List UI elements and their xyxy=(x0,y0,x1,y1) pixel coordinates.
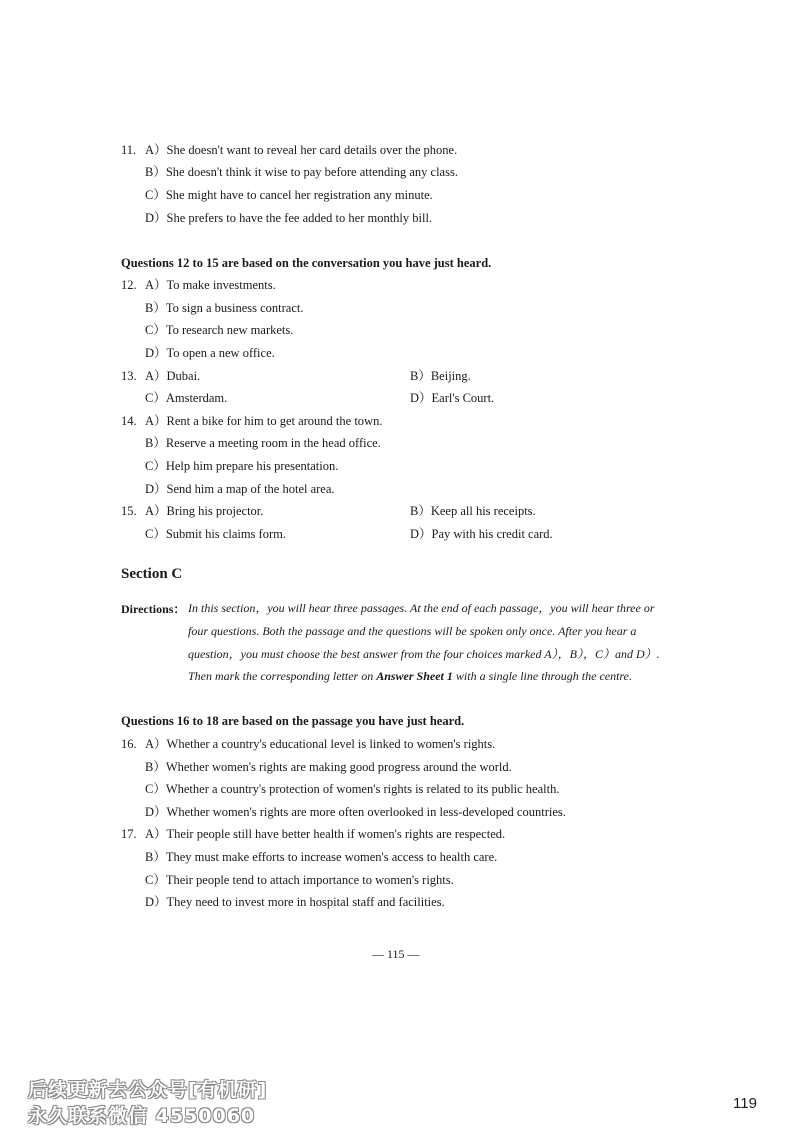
question-11-option-d: D）She prefers to have the fee added to her monthly bill. xyxy=(145,211,433,225)
watermark-line-1: 后续更新去公众号[有机研] xyxy=(28,1079,268,1101)
directions-label: Directions： xyxy=(121,602,186,616)
directions-line-4 xyxy=(188,668,632,684)
question-13-option-b: B）Beijing. xyxy=(410,369,471,383)
question-11-option-c: C）She might have to cancel her registration any minute. xyxy=(145,188,433,202)
question-14-option-b: B）Reserve a meeting room in the head office. xyxy=(145,436,381,450)
question-14-option-d: D）Send him a map of the hotel area. xyxy=(145,482,335,496)
question-13-number: 13. xyxy=(121,369,137,383)
section-c-title: Section C xyxy=(121,566,183,582)
directions-line-1: In this section，you will hear three passages. At the end of each passage，you will hear three or xyxy=(188,601,655,615)
question-15-number: 15. xyxy=(121,504,137,518)
question-17-option-a: A）Their people still have better health if women's rights are respected. xyxy=(145,827,506,841)
question-14-number: 14. xyxy=(121,414,137,428)
question-12-option-b: B）To sign a business contract. xyxy=(145,301,304,315)
questions-12-15-heading: Questions 12 to 15 are based on the conversation you have just heard. xyxy=(121,256,492,270)
question-15-option-a: A）Bring his projector. xyxy=(145,504,264,518)
question-12-number: 12. xyxy=(121,278,137,292)
question-16-option-d: D）Whether women's rights are more often overlooked in less-developed countries. xyxy=(145,805,566,819)
question-15-option-b: B）Keep all his receipts. xyxy=(410,504,536,518)
question-11-option-a: A）She doesn't want to reveal her card details over the phone. xyxy=(145,143,458,157)
directions-line-4-pre: Then mark the corresponding letter on xyxy=(188,669,377,683)
question-16-option-a: A）Whether a country's educational level is linked to women's rights. xyxy=(145,737,496,751)
question-11-number: 11. xyxy=(121,143,137,157)
question-15-option-d: D）Pay with his credit card. xyxy=(410,527,553,541)
directions-line-3: question，you must choose the best answer from the four choices marked A），B），C）and D）. xyxy=(188,647,660,661)
questions-16-18-heading: Questions 16 to 18 are based on the passage you have just heard. xyxy=(121,714,465,728)
question-12-option-d: D）To open a new office. xyxy=(145,346,275,360)
question-16-option-b: B）Whether women's rights are making good progress around the world. xyxy=(145,760,512,774)
question-13-option-c: C）Amsterdam. xyxy=(145,391,228,405)
question-14-option-c: C）Help him prepare his presentation. xyxy=(145,459,339,473)
question-13-option-d: D）Earl's Court. xyxy=(410,391,495,405)
watermark-line-2: 永久联系微信 4550060 xyxy=(28,1105,256,1127)
question-17-option-b: B）They must make efforts to increase women's access to health care. xyxy=(145,850,498,864)
question-16-number: 16. xyxy=(121,737,137,751)
question-12-option-a: A）To make investments. xyxy=(145,278,276,292)
question-17-number: 17. xyxy=(121,827,137,841)
page-number: — 115 — xyxy=(372,947,420,961)
answer-sheet-reference: Answer Sheet 1 xyxy=(376,669,453,683)
question-13-option-a: A）Dubai. xyxy=(145,369,201,383)
question-11-option-b: B）She doesn't think it wise to pay before attending any class. xyxy=(145,165,458,179)
question-17-option-d: D）They need to invest more in hospital staff and facilities. xyxy=(145,895,445,909)
question-12-option-c: C）To research new markets. xyxy=(145,323,294,337)
question-17-option-c: C）Their people tend to attach importance to women's rights. xyxy=(145,873,454,887)
question-14-option-a: A）Rent a bike for him to get around the town. xyxy=(145,414,383,428)
question-15-option-c: C）Submit his claims form. xyxy=(145,527,286,541)
corner-page-number: 119 xyxy=(733,1095,757,1112)
directions-line-2: four questions. Both the passage and the questions will be spoken only once. After you hear a xyxy=(188,624,637,638)
question-16-option-c: C）Whether a country's protection of women's rights is related to its public health. xyxy=(145,782,560,796)
directions-line-4-post: with a single line through the centre. xyxy=(452,669,632,683)
